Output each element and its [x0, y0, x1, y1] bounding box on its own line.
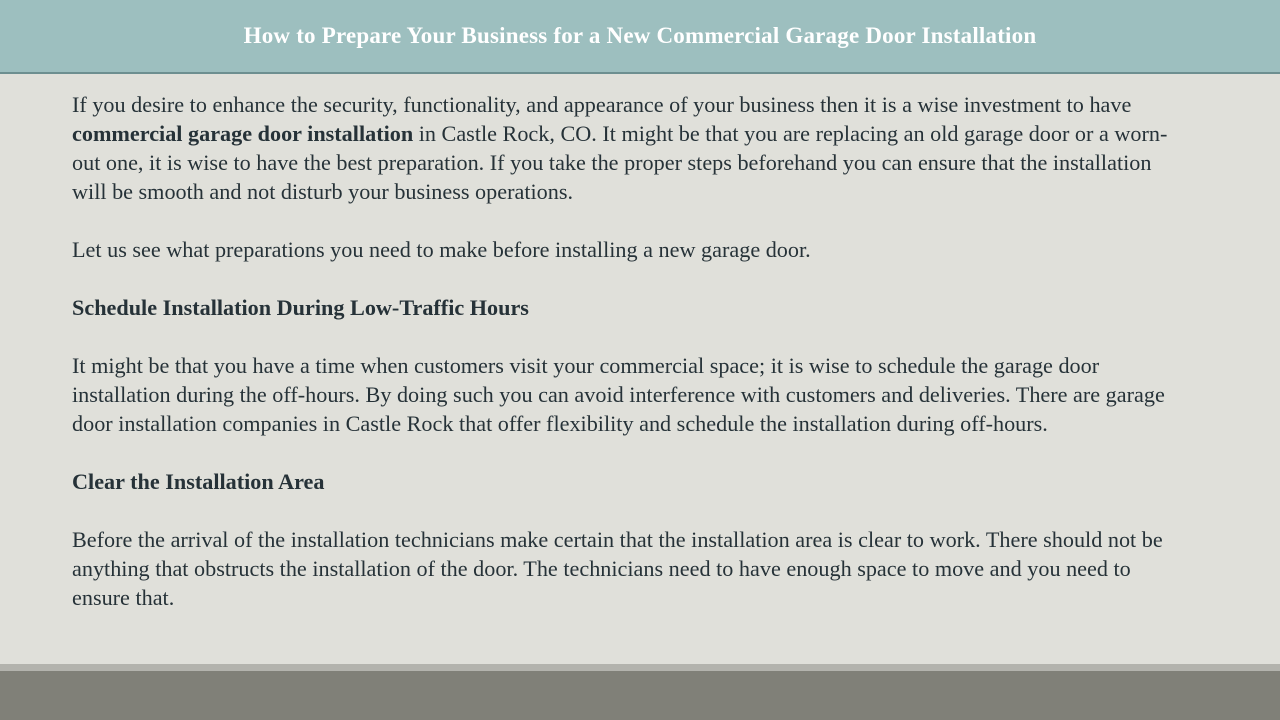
intro-keyword-link: commercial garage door installation: [72, 121, 414, 146]
section-heading: Clear the Installation Area: [72, 469, 325, 494]
intro-text-before: If you desire to enhance the security, functionality, and appearance of your business then it is a wise investment to have: [72, 92, 1132, 117]
slide-content: [72, 90, 1182, 612]
intro-text-after: in Castle Rock, CO. It might be that you are replacing an old garage door or a worn-out one, it is wise to have the best preparation. If you take the proper steps beforehand you can ensure that the installation will be smooth and not disturb your business operations.: [72, 121, 1168, 204]
section-paragraph: It might be that you have a time when customers visit your commercial space; it is wise to schedule the garage door installation during the off-hours. By doing such you can avoid interference with customers and deliveries. There are garage door installation companies in Castle Rock that offer flexibility and schedule the installation during off-hours.: [72, 353, 1165, 436]
footer-divider: [0, 664, 1280, 671]
section-paragraph: Before the arrival of the installation technicians make certain that the installation area is clear to work. There should not be anything that obstructs the installation of the door. The technicians need to have enough space to move and you need to ensure that.: [72, 527, 1163, 610]
intro-paragraph: [72, 90, 1182, 206]
page-title: How to Prepare Your Business for a New Commercial Garage Door Installation: [243, 23, 1037, 48]
footer-bar: [0, 671, 1280, 720]
title-bar: [0, 0, 1280, 74]
lead-paragraph: Let us see what preparations you need to make before installing a new garage door.: [72, 237, 811, 262]
section-heading: Schedule Installation During Low-Traffic Hours: [72, 295, 529, 320]
